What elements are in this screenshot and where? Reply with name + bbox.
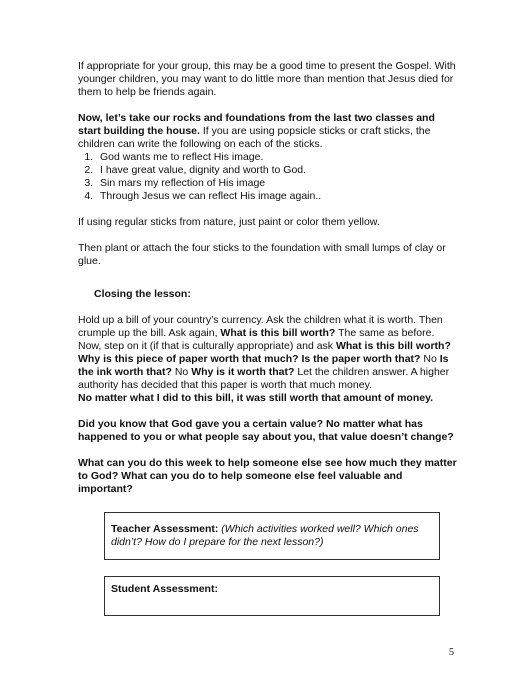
build-rest: If you are using popsicle sticks or craft sticks, the children can write the following on each of the sticks. xyxy=(78,125,431,150)
teacher-assessment-box[interactable] xyxy=(104,512,440,560)
list-item: 1. God wants me to reflect His image. xyxy=(96,151,458,164)
closing-text-3: Now, step on it (if that is culturally appropriate) and ask xyxy=(78,340,336,352)
closing-bold-3: Is the ink worth that? xyxy=(78,353,449,378)
document-page xyxy=(78,60,458,616)
student-assessment-box[interactable] xyxy=(104,576,440,616)
list-item: 3. Sin mars my reflection of His image xyxy=(96,177,458,190)
matter-question xyxy=(78,457,458,496)
closing-text-5: No xyxy=(171,366,192,378)
gospel-paragraph xyxy=(78,60,458,99)
student-assessment-label: Student Assessment: xyxy=(111,583,218,595)
teacher-assessment-label: Teacher Assessment: xyxy=(111,523,219,535)
closing-text-4: No xyxy=(420,353,440,365)
value-question xyxy=(78,418,458,444)
nature-paragraph: If using regular sticks from nature, just paint or color them yellow. xyxy=(78,216,380,228)
closing-bold-1: What is this bill worth? xyxy=(220,327,336,339)
closing-bold-5: No matter what I did to this bill, it was still worth that amount of money. xyxy=(78,392,434,404)
closing-heading: Closing the lesson: xyxy=(94,288,191,300)
closing-paragraph xyxy=(78,314,458,405)
page-number: 5 xyxy=(449,647,454,658)
value-question-text: Did you know that God gave you a certain value? No matter what has happened to you or what people say about you, that value doesn’t change? xyxy=(78,418,454,443)
list-item: 4. Through Jesus we can reflect His image again.. xyxy=(96,190,458,203)
closing-bold-4: Why is it worth that? xyxy=(191,366,295,378)
gospel-text: If appropriate for your group, this may be a good time to present the Gospel. With younger children, you may want to do little more than mention that Jesus died for them to help be friends again. xyxy=(78,60,456,98)
teacher-assessment-prompt: (Which activities worked well? Which ones didn’t? How do I prepare for the next lesson?) xyxy=(111,523,419,548)
closing-text-1: Hold up a bill of your country’s currency. Ask the children what it is worth. Then crumple up the bill. Ask again, xyxy=(78,314,443,339)
plant-paragraph: Then plant or attach the four sticks to the foundation with small lumps of clay or glue. xyxy=(78,242,446,267)
build-bold-lead: Now, let’s take our rocks and foundations from the last two classes and start building the house. xyxy=(78,112,435,137)
closing-text-6: Let the children answer. A higher authority has decided that this paper is worth that much money. xyxy=(78,366,450,391)
matter-question-text: What can you do this week to help someone else see how much they matter to God? What can you do to help someone else feel valuable and important? xyxy=(78,457,457,495)
closing-bold-2: What is this bill worth? Why is this piece of paper worth that much? Is the paper worth that? xyxy=(78,340,451,365)
list-item: 2. I have great value, dignity and worth to God. xyxy=(96,164,458,177)
closing-text-2: The same as before. xyxy=(335,327,435,339)
build-paragraph xyxy=(78,112,458,151)
stick-list xyxy=(78,151,458,203)
